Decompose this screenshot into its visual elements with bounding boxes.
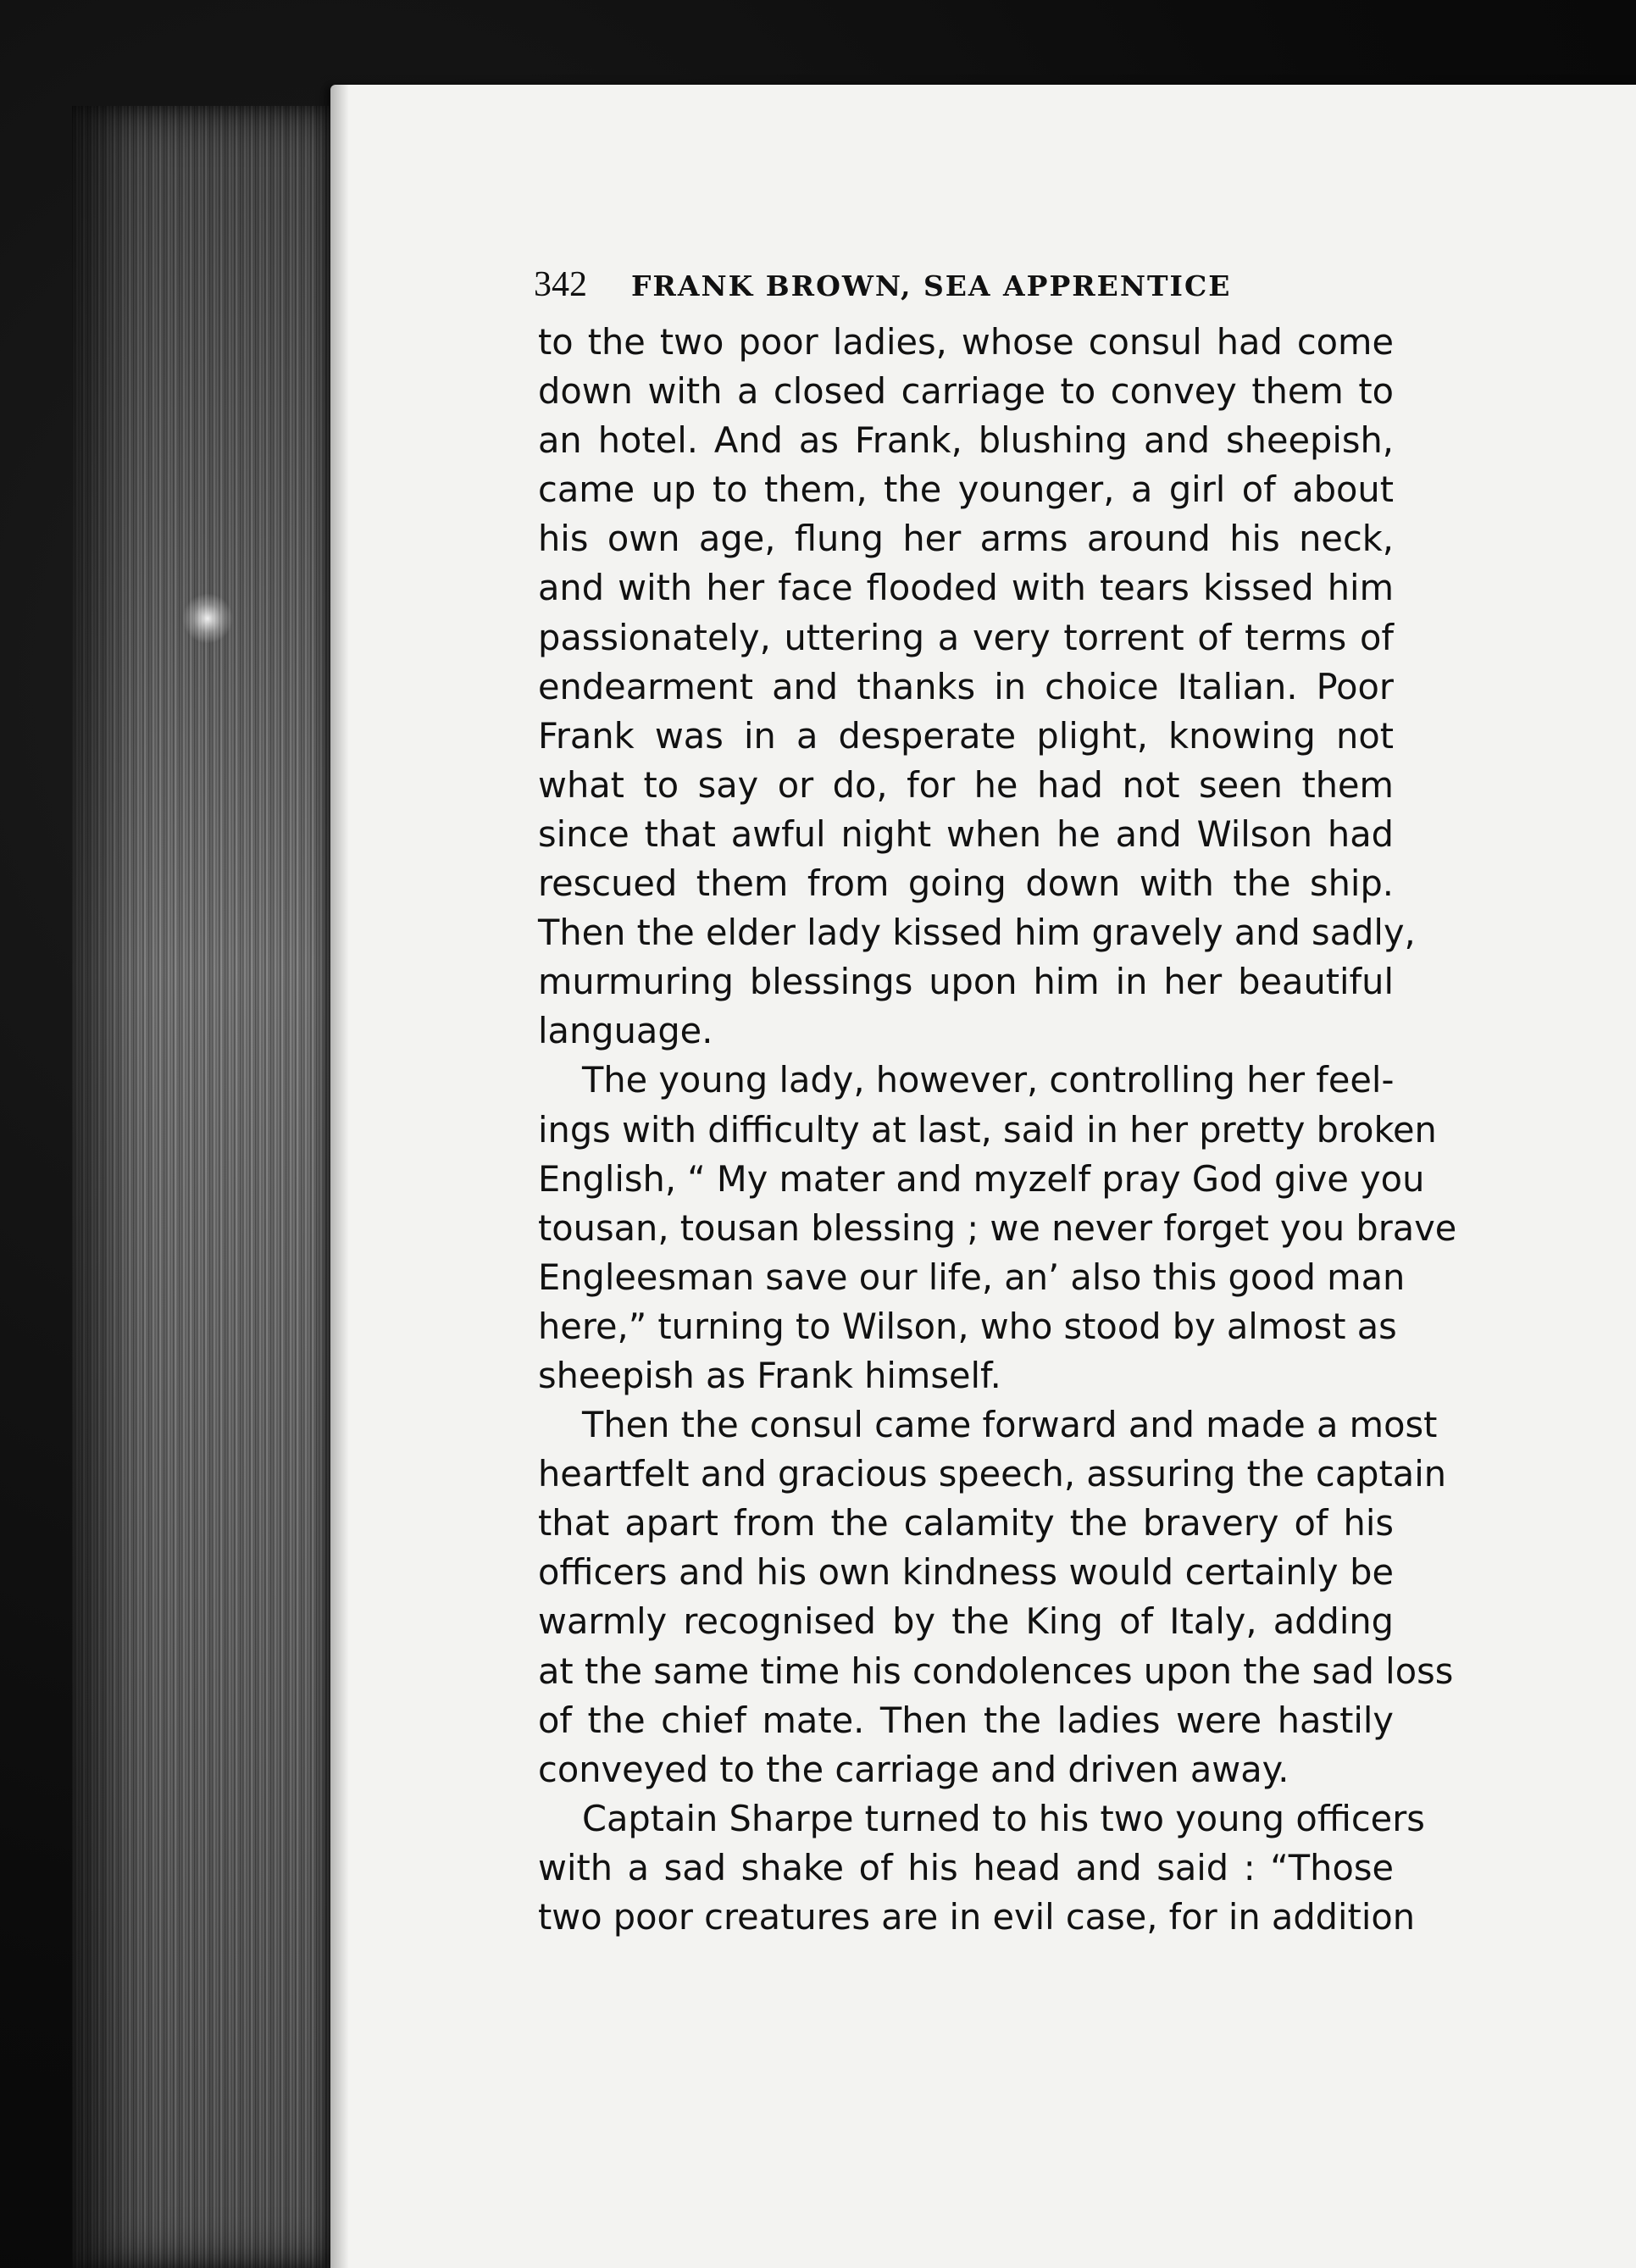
text-line: Engleesman save our life, an’ also this good man bbox=[538, 1256, 1406, 1298]
book-page bbox=[330, 85, 1636, 2268]
text-line: to the two poor ladies, whose consul had come bbox=[538, 321, 1394, 363]
text-line: Then the consul came forward and made a most bbox=[582, 1404, 1438, 1446]
text-line: tousan, tousan blessing ; we never forget you brave bbox=[538, 1206, 1457, 1249]
text-line: conveyed to the carriage and driven away. bbox=[538, 1748, 1289, 1790]
running-title: FRANK BROWN, SEA APPRENTICE bbox=[631, 269, 1232, 302]
text-line: warmly recognised by the King of Italy, adding bbox=[538, 1600, 1394, 1643]
text-line: officers and his own kindness would certainly be bbox=[538, 1551, 1394, 1594]
text-line: with a sad shake of his head and said : “Those bbox=[538, 1846, 1394, 1888]
text-line: what to say or do, for he had not seen them bbox=[538, 763, 1394, 806]
text-line: Frank was in a desperate plight, knowing not bbox=[538, 714, 1394, 757]
text-line: ings with difficulty at last, said in her pretty broken bbox=[538, 1108, 1437, 1151]
body-text bbox=[538, 318, 1457, 1942]
running-head bbox=[534, 264, 1636, 305]
text-line: since that awful night when he and Wilson had bbox=[538, 812, 1394, 855]
text-line: an hotel. And as Frank, blushing and sheepish, bbox=[538, 419, 1394, 462]
text-line: down with a closed carriage to convey them to bbox=[538, 370, 1394, 413]
text-line: at the same time his condolences upon the sad loss bbox=[538, 1650, 1454, 1692]
text-line: two poor creatures are in evil case, for in addition bbox=[538, 1896, 1416, 1938]
text-line: that apart from the calamity the bravery of his bbox=[538, 1502, 1394, 1544]
text-line: endearment and thanks in choice Italian. Poor bbox=[538, 665, 1394, 707]
text-line: came up to them, the younger, a girl of about bbox=[538, 469, 1394, 511]
text-line: English, “ My mater and myzelf pray God give you bbox=[538, 1157, 1425, 1200]
text-line: The young lady, however, controlling her feel- bbox=[582, 1059, 1395, 1101]
text-line: and with her face flooded with tears kissed him bbox=[538, 567, 1394, 609]
text-line: sheepish as Frank himself. bbox=[538, 1354, 1001, 1396]
text-line: of the chief mate. Then the ladies were hastily bbox=[538, 1699, 1394, 1741]
text-line: language. bbox=[538, 1010, 713, 1052]
text-line: rescued them from going down with the ship. bbox=[538, 862, 1394, 905]
text-line: Then the elder lady kissed him gravely and sadly, bbox=[538, 912, 1416, 954]
text-line: here,” turning to Wilson, who stood by almost as bbox=[538, 1305, 1397, 1347]
text-line: passionately, uttering a very torrent of terms of bbox=[538, 616, 1394, 658]
book-page-edges bbox=[72, 106, 335, 2268]
text-line: murmuring blessings upon him in her beautiful bbox=[538, 961, 1394, 1003]
text-line: heartfelt and gracious speech, assuring the captain bbox=[538, 1453, 1447, 1495]
page-number: 342 bbox=[534, 265, 587, 304]
text-line: his own age, flung her arms around his neck, bbox=[538, 518, 1394, 560]
text-line: Captain Sharpe turned to his two young officers bbox=[582, 1797, 1425, 1839]
light-glare bbox=[182, 593, 233, 644]
